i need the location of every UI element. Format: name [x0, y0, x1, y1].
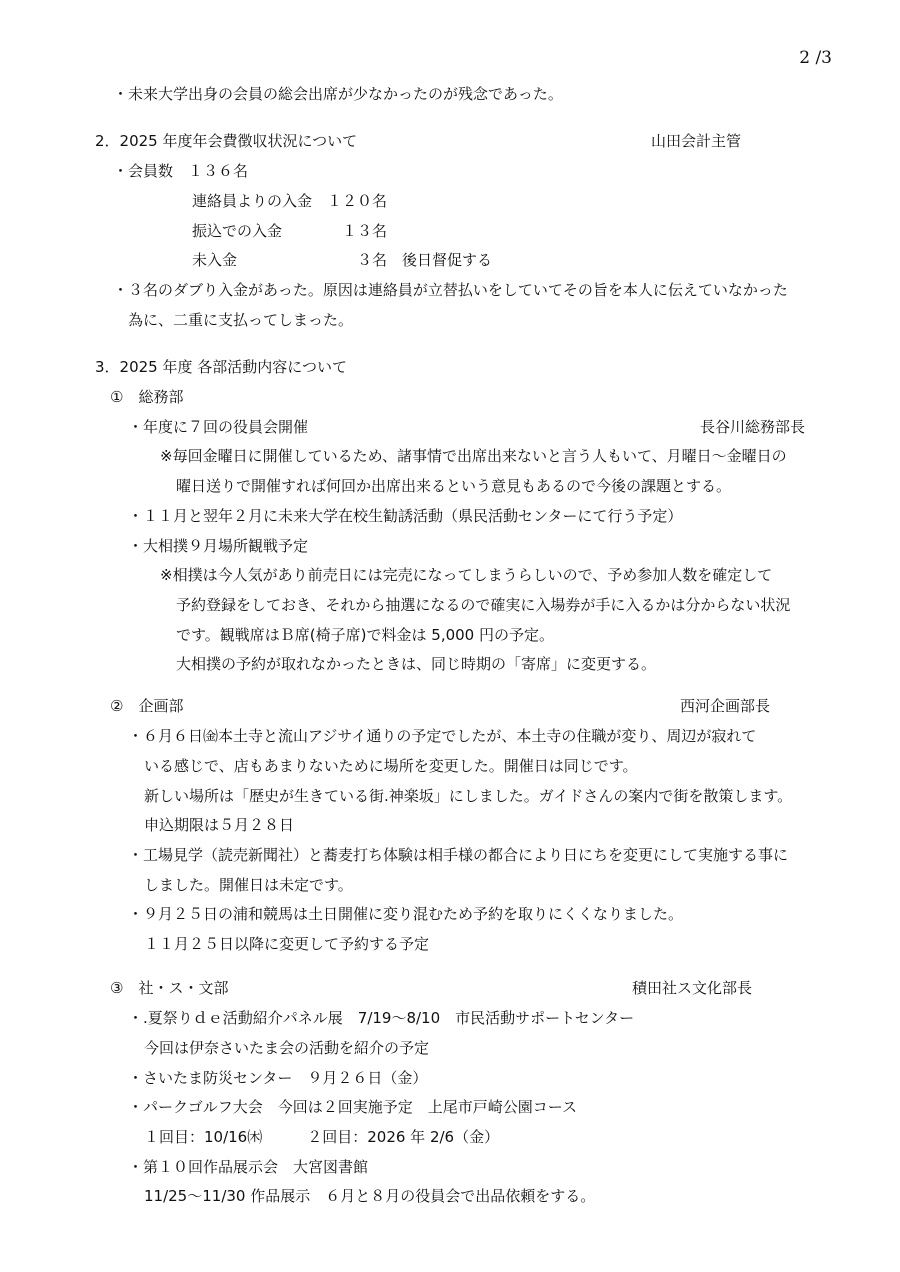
text-line: ・第１０回作品展示会 大宮図書館: [128, 1158, 369, 1176]
text-line: ・年度に７回の役員会開催: [128, 418, 309, 436]
text-line: 予約登録をしておき、それから抽選になるので確実に入場券が手に入るかは分からない状況: [176, 596, 791, 614]
text-line: ・大相撲９月場所観戦予定: [128, 537, 309, 555]
text-line: 申込期限は５月２８日: [144, 816, 295, 834]
text-line: 今回は伊奈さいたま会の活動を紹介の予定: [144, 1039, 430, 1057]
responsible-person: 長谷川総務部長: [700, 418, 806, 436]
text-line: １回目：10/16㈭ ２回目：2026 年 2/6（金）: [144, 1128, 500, 1146]
text-line: 曜日送りで開催すれば何回か出席出来るという意見もあるので今後の課題とする。: [176, 477, 732, 495]
responsible-person: 積田社ス文化部長: [632, 979, 753, 997]
responsible-person: 西河企画部長: [680, 697, 771, 715]
text-line: ※相撲は今人気があり前売日には完売になってしまうらしいので、予め参加人数を確定して: [160, 566, 773, 584]
text-line: ・１１月と翌年２月に未来大学在校生勧誘活動（県民活動センターにて行う予定）: [128, 507, 683, 525]
text-line: ※毎回金曜日に開催しているため、諸事情で出席出来ないと言う人もいて、月曜日～金曜日の: [160, 447, 787, 465]
subsection-heading: ③ 社・ス・文部: [110, 979, 229, 997]
text-line: ・９月２５日の浦和競馬は土日開催に変り混むため予約を取りにくくなりました。: [128, 905, 684, 923]
subsection-heading: ① 総務部: [110, 388, 184, 406]
subsection-heading: ② 企画部: [110, 697, 184, 715]
section-heading: 3．2025 年度 各部活動内容について: [95, 358, 347, 376]
text-line: ・さいたま防災センター ９月２６日（金）: [128, 1069, 428, 1087]
text-line: いる感じで、店もあまりないために場所を変更した。開催日は同じです。: [144, 757, 638, 775]
responsible-person: 山田会計主管: [651, 132, 742, 150]
text-line: です。観戦席はＢ席(椅子席)で料金は 5,000 円の予定。: [176, 626, 554, 644]
text-line: ・会員数 １３６名: [113, 162, 249, 180]
text-line: 11/25～11/30 作品展示 ６月と８月の役員会で出品依頼をする。: [144, 1187, 596, 1205]
text-line: 為に、二重に支払ってしまった。: [128, 311, 354, 329]
text-line: ・パークゴルフ大会 今回は２回実施予定 上尾市戸崎公園コース: [128, 1098, 577, 1116]
text-line: ・６月６日㈮本土寺と流山アジサイ通りの予定でしたが、本土寺の住職が変り、周辺が寂れて: [128, 727, 757, 745]
text-line: 未入金 ３名 後日督促する: [192, 251, 493, 269]
text-line: １１月２５日以降に変更して予約する予定: [144, 935, 430, 953]
text-line: 新しい場所は「歴史が生きている街.神楽坂」にしました。ガイドさんの案内で街を散策します。: [144, 787, 793, 805]
text-line: ・３名のダブり入金があった。原因は連絡員が立替払いをしていてその旨を本人に伝えていなかった: [113, 281, 788, 299]
text-line: 振込での入金 １３名: [192, 222, 388, 240]
text-line: しました。開催日は未定です。: [144, 876, 353, 894]
page-number: 2 /3: [799, 48, 832, 68]
text-line: 大相撲の予約が取れなかったときは、同じ時期の「寄席」に変更する。: [176, 655, 657, 673]
section-heading: 2．2025 年度年会費徴収状況について: [95, 132, 358, 150]
text-line: ・工場見学（読売新聞社）と蕎麦打ち体験は相手様の都合により日にちを変更にして実施する事に: [128, 846, 789, 864]
text-line: ・未来大学出身の会員の総会出席が少なかったのが残念であった。: [113, 85, 563, 103]
text-line: ・.夏祭りｄｅ活動紹介パネル展 7/19～8/10 市民活動サポートセンター: [128, 1009, 635, 1027]
text-line: 連絡員よりの入金 １２０名: [192, 192, 388, 210]
